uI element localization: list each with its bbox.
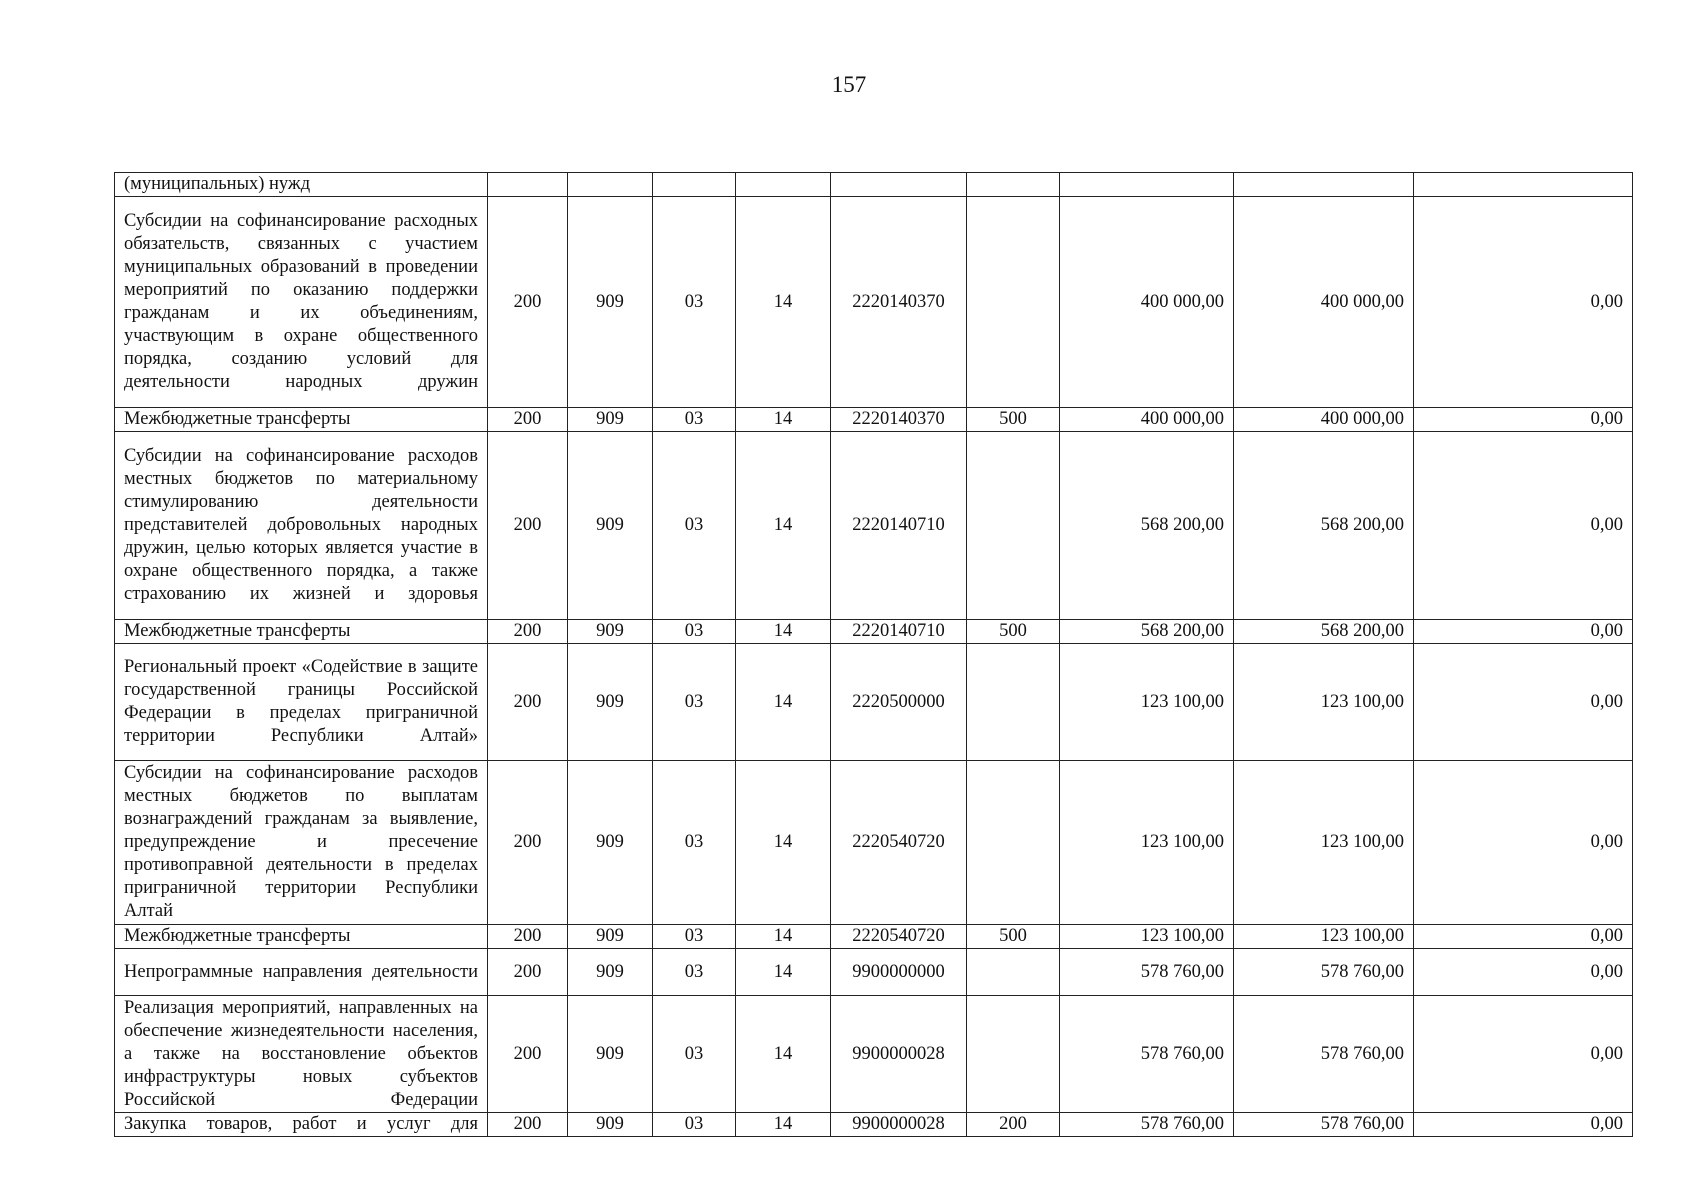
row-code-b: 909 [568,925,653,949]
row-value-1: 578 760,00 [1060,996,1234,1113]
row-value-3: 0,00 [1414,1113,1633,1137]
row-value-3 [1414,173,1633,197]
row-value-3: 0,00 [1414,761,1633,925]
row-description: (муниципальных) нужд [115,173,488,197]
row-code-a: 200 [488,197,568,408]
row-expense-type [967,761,1060,925]
row-code-c: 03 [653,644,736,761]
row-target-code: 9900000000 [831,949,967,996]
row-expense-type: 500 [967,408,1060,432]
row-value-2: 400 000,00 [1234,197,1414,408]
page-number: 157 [831,72,867,97]
table-row [115,173,1633,197]
row-code-a: 200 [488,408,568,432]
row-code-c: 03 [653,408,736,432]
row-description: Непрограммные направления деятельности [115,949,488,996]
row-value-1: 400 000,00 [1060,408,1234,432]
row-code-d: 14 [736,996,831,1113]
row-expense-type: 200 [967,1113,1060,1137]
row-code-d: 14 [736,1113,831,1137]
row-value-2: 568 200,00 [1234,432,1414,620]
table-row [115,761,1633,925]
row-target-code: 2220140370 [831,408,967,432]
table-row [115,925,1633,949]
row-description: Межбюджетные трансферты [115,925,488,949]
row-code-b: 909 [568,761,653,925]
row-expense-type [967,996,1060,1113]
row-code-d: 14 [736,620,831,644]
row-code-d [736,173,831,197]
row-expense-type [967,432,1060,620]
table-row [115,432,1633,620]
table-row [115,408,1633,432]
row-value-1: 568 200,00 [1060,432,1234,620]
row-code-c: 03 [653,996,736,1113]
row-code-b: 909 [568,408,653,432]
row-value-2: 123 100,00 [1234,925,1414,949]
row-value-3: 0,00 [1414,925,1633,949]
row-code-a: 200 [488,620,568,644]
row-description: Межбюджетные трансферты [115,620,488,644]
row-value-3: 0,00 [1414,644,1633,761]
row-expense-type: 500 [967,925,1060,949]
row-code-d: 14 [736,925,831,949]
row-expense-type [967,173,1060,197]
row-target-code: 2220140370 [831,197,967,408]
row-value-1: 123 100,00 [1060,925,1234,949]
row-description: Закупка товаров, работ и услуг для [115,1113,488,1137]
row-code-d: 14 [736,761,831,925]
row-value-1 [1060,173,1234,197]
row-target-code: 2220540720 [831,761,967,925]
row-code-a: 200 [488,644,568,761]
row-value-1: 400 000,00 [1060,197,1234,408]
row-code-d: 14 [736,949,831,996]
row-expense-type [967,644,1060,761]
row-value-3: 0,00 [1414,432,1633,620]
table-body [115,173,1633,1137]
row-value-3: 0,00 [1414,620,1633,644]
row-target-code: 9900000028 [831,996,967,1113]
row-target-code: 2220500000 [831,644,967,761]
row-code-c: 03 [653,620,736,644]
row-description: Реализация мероприятий, направленных на обеспечение жизнедеятельности населения, а также на восстановление объектов инфраструктуры новых субъектов Российской Федерации [115,996,488,1113]
row-description: Межбюджетные трансферты [115,408,488,432]
table-row [115,1113,1633,1137]
row-description: Субсидии на софинансирование расходных обязательств, связанных с участием муниципальных образований в проведении мероприятий по оказанию поддержки гражданам и их объединениям, участвующим в охране общественного порядка, созданию условий для деятельности народных дружин [115,197,488,408]
row-code-c: 03 [653,761,736,925]
row-code-b: 909 [568,432,653,620]
row-value-2: 578 760,00 [1234,1113,1414,1137]
row-value-1: 123 100,00 [1060,644,1234,761]
row-code-a: 200 [488,761,568,925]
row-code-d: 14 [736,644,831,761]
row-expense-type: 500 [967,620,1060,644]
row-value-2: 578 760,00 [1234,949,1414,996]
row-description: Региональный проект «Содействие в защите государственной границы Российской Федерации в пределах приграничной территории Республики Алтай» [115,644,488,761]
table-row [115,644,1633,761]
table-row [115,620,1633,644]
row-code-a: 200 [488,925,568,949]
row-code-d: 14 [736,197,831,408]
row-value-2: 578 760,00 [1234,996,1414,1113]
row-value-2: 123 100,00 [1234,761,1414,925]
row-target-code: 2220140710 [831,432,967,620]
row-value-2: 400 000,00 [1234,408,1414,432]
table-row [115,949,1633,996]
table-row [115,197,1633,408]
row-description: Субсидии на софинансирование расходов местных бюджетов по выплатам вознаграждений гражданам за выявление, предупреждение и пресечение противоправной деятельности в пределах приграничной территории Республики Алтай [115,761,488,925]
row-code-d: 14 [736,408,831,432]
row-code-a: 200 [488,432,568,620]
row-code-b: 909 [568,644,653,761]
row-code-b: 909 [568,996,653,1113]
row-code-a: 200 [488,949,568,996]
row-code-c: 03 [653,925,736,949]
row-code-a: 200 [488,1113,568,1137]
row-target-code: 2220540720 [831,925,967,949]
row-value-2: 123 100,00 [1234,644,1414,761]
row-target-code: 2220140710 [831,620,967,644]
table-row [115,996,1633,1113]
row-expense-type [967,197,1060,408]
row-code-a [488,173,568,197]
row-target-code [831,173,967,197]
row-description: Субсидии на софинансирование расходов местных бюджетов по материальному стимулированию деятельности представителей добровольных народных дружин, целью которых является участие в охране общественного порядка, а также страхованию их жизней и здоровья [115,432,488,620]
row-code-d: 14 [736,432,831,620]
row-value-1: 123 100,00 [1060,761,1234,925]
row-value-2: 568 200,00 [1234,620,1414,644]
row-value-3: 0,00 [1414,949,1633,996]
row-value-1: 578 760,00 [1060,949,1234,996]
row-value-1: 568 200,00 [1060,620,1234,644]
row-code-c: 03 [653,197,736,408]
budget-table [114,172,1633,1137]
row-value-1: 578 760,00 [1060,1113,1234,1137]
row-code-c: 03 [653,949,736,996]
row-code-b: 909 [568,949,653,996]
row-code-c: 03 [653,432,736,620]
row-value-3: 0,00 [1414,408,1633,432]
row-value-3: 0,00 [1414,197,1633,408]
row-code-b: 909 [568,1113,653,1137]
row-code-b: 909 [568,197,653,408]
row-code-c [653,173,736,197]
row-code-a: 200 [488,996,568,1113]
row-code-b: 909 [568,620,653,644]
row-code-c: 03 [653,1113,736,1137]
row-value-3: 0,00 [1414,996,1633,1113]
row-expense-type [967,949,1060,996]
row-target-code: 9900000028 [831,1113,967,1137]
row-value-2 [1234,173,1414,197]
row-code-b [568,173,653,197]
